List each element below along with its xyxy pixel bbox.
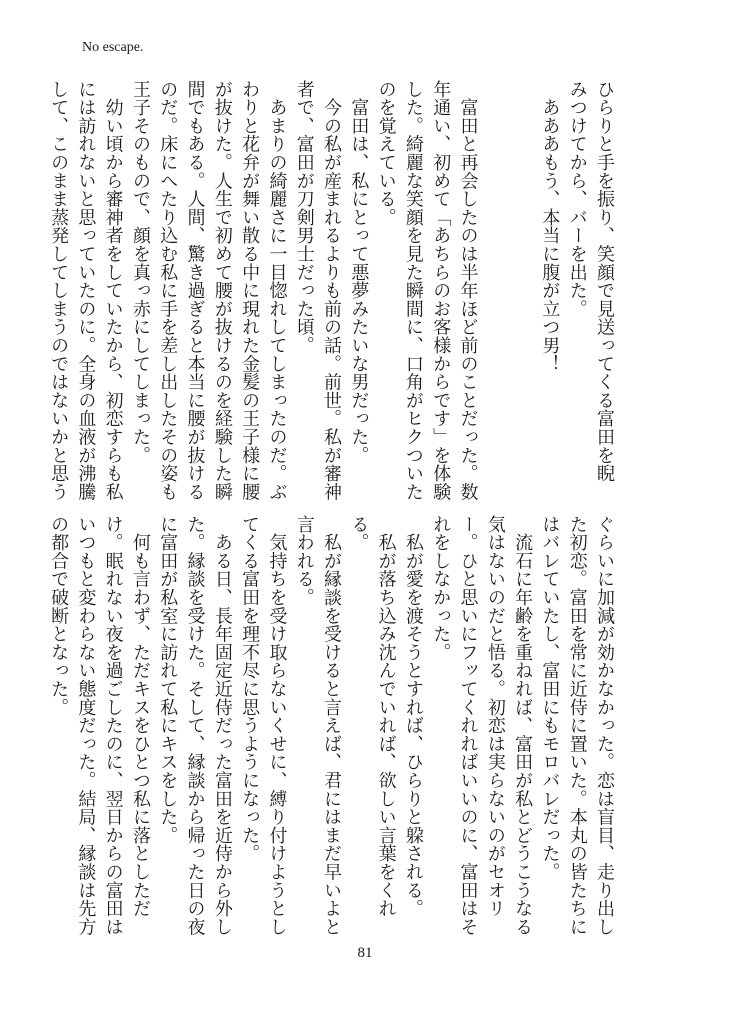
text-line: して、このまま蒸発してしまうのではないかと思う: [48, 80, 70, 501]
text-line: いつもと変わらない態度だった。結局、縁談は先方: [75, 515, 97, 936]
text-line: あまりの綺麗さに一目惚れしてしまったのだ。ぶ: [266, 80, 288, 501]
text-line: ひらりと手を振り、笑顔で見送ってくる富田を睨: [594, 80, 615, 483]
text-line: 気持ちを受け取らないくせに、縛り付けようとし: [266, 515, 288, 936]
text-line: 流石に年齢を重ねれば、富田が私とどうこうなる: [512, 515, 534, 936]
text-line: のだ。床にへたり込む私に手を差し出したその姿も: [157, 80, 179, 501]
text-line: 幼い頃から審神者をしていたから、初恋すらも私: [102, 80, 124, 501]
text-line: 年通い、初めて「あちらのお客様からです」を体験: [430, 80, 452, 501]
text-line: はバレていたし、富田にもモロバレだった。: [539, 515, 561, 881]
running-header: No escape.: [82, 40, 144, 55]
text-line: る。: [348, 515, 370, 552]
text-line: 富田と再会したのは半年ほど前のことだった。数: [457, 80, 479, 501]
text-line: 今の私が産まれるよりも前の話。前世。私が審神: [321, 80, 343, 501]
text-line: 間でもある。人間、驚き過ぎると本当に腰が抜ける: [184, 80, 206, 501]
text-line: 王子そのもので、顔を真っ赤にしてしまった。: [129, 80, 151, 465]
text-line: 私が縁談を受けると言えば、君にはまだ早いよと: [321, 515, 343, 936]
text-line: に富田が私室に訪れて私にキスをした。: [157, 515, 179, 845]
text-line: れをしなかった。: [430, 515, 452, 662]
text-line: あああもう、本当に腹が立つ男！: [539, 80, 561, 373]
text-line: け。眠れない夜を過ごしたのに、翌日からの富田は: [102, 515, 124, 936]
text-line: 者で、富田が刀剣男士だった頃。: [293, 80, 315, 355]
text-line: ぐらいに加減が効かなかった。恋は盲目、走り出し: [594, 515, 615, 936]
text-line: が抜けた。人生で初めて腰が抜けるのを経験した瞬: [211, 80, 233, 501]
text-line: てくる富田を理不尽に思うようになった。: [239, 515, 261, 863]
text-line: 富田は、私にとって悪夢みたいな男だった。: [348, 80, 370, 465]
text-line: わりと花弁が舞い散る中に現れた金髪の王子様に腰: [239, 80, 261, 501]
text-line: の都合で破断となった。: [48, 515, 70, 717]
text-line: [509, 80, 536, 500]
text-line: のを覚えている。: [375, 80, 397, 227]
text-line: 何も言わず、ただキスをひとつ私に落としただ: [129, 515, 151, 918]
text-line: 私が愛を渡そうとすれば、ひらりと躱される。: [402, 515, 424, 918]
page-number: 81: [357, 945, 373, 961]
text-line: た初恋。富田を常に近侍に置いた。本丸の皆たちに: [566, 515, 588, 936]
text-line: みつけてから、バーを出た。: [566, 80, 588, 318]
text-line: 私が落ち込み沈んでいれば、欲しい言葉をくれ: [375, 515, 397, 918]
text-line: [482, 80, 509, 500]
text-line: 気はないのだと悟る。初恋は実らないのがセオリ: [484, 515, 506, 918]
text-line: した。綺麗な笑顔を見た瞬間に、口角がヒクついた: [402, 80, 424, 501]
text-line: ある日、長年固定近侍だった富田を近侍から外し: [211, 515, 233, 936]
text-line: 言われる。: [293, 515, 315, 607]
text-line: た。縁談を受けた。そして、縁談から帰った日の夜: [184, 515, 206, 936]
text-line: ー。ひと思いにフッてくれればいいのに、富田はそ: [457, 515, 479, 936]
body-text-bottom: [48, 515, 618, 940]
text-line: には訪れないと思っていたのに。全身の血液が沸騰: [75, 80, 97, 501]
body-text-top: [48, 80, 618, 501]
